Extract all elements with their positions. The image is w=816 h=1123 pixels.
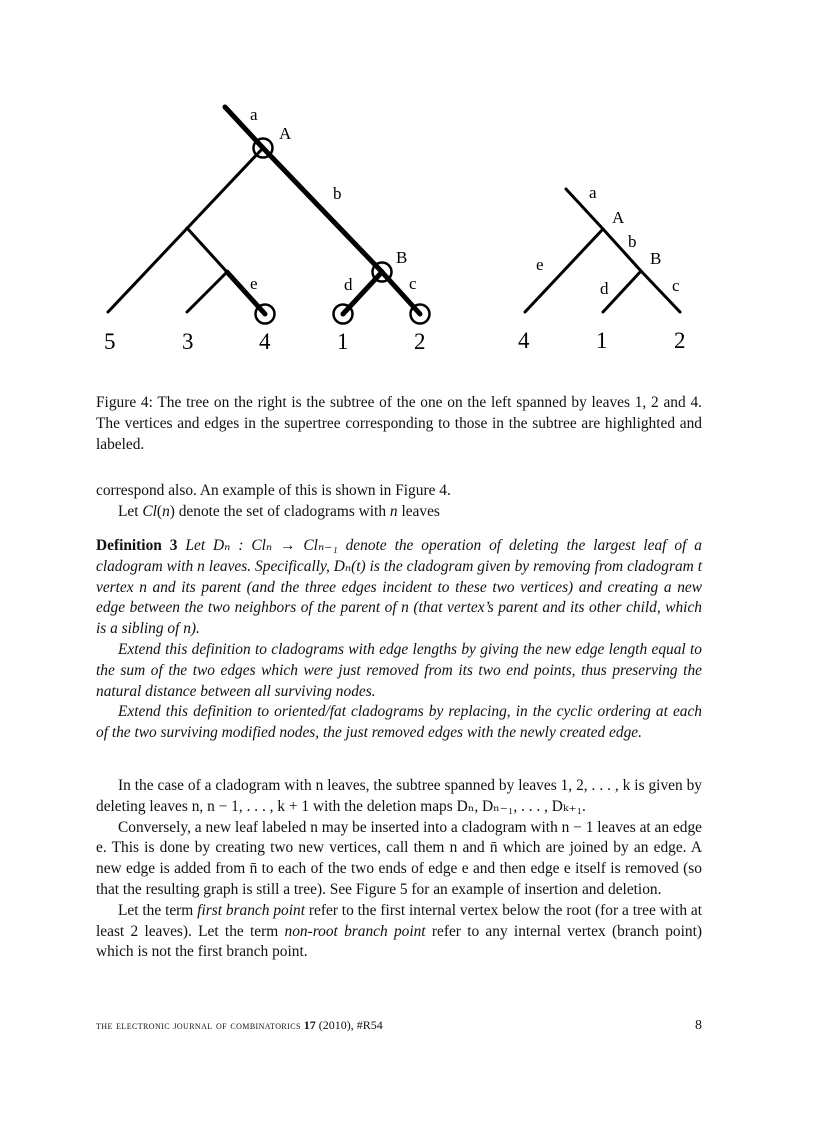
text: ( [156,502,163,520]
left-tree [108,107,430,324]
left-label-d: d [344,275,353,294]
footer-rest: (2010), #R54 [318,1018,383,1032]
left-leaf-4: 4 [259,329,271,354]
left-label-e: e [250,274,258,293]
text: Let the term [118,901,194,919]
paragraph: correspond also. An example of this is shown in Figure 4. [96,482,451,499]
definition-paragraph: Extend this definition to cladograms with edge lengths by giving the new edge length equal to the sum of the two edges which were just removed from its two end points, thus preserving the natural distance between all surviving nodes. [96,640,702,700]
left-leaf-3: 3 [182,329,194,354]
left-label-B: B [396,248,408,267]
right-edge-d [603,271,641,312]
definition-heading: Definition 3 [96,537,178,554]
text: leaves [401,502,440,520]
definition-3 [96,536,702,744]
right-edge-a [566,189,603,229]
right-label-A: A [612,208,625,227]
left-leaf-1: 1 [337,329,349,354]
text: ) denote the set of cladograms with [169,502,387,520]
text: refer to any internal vertex (branch point) which is not the first branch point. [96,922,702,961]
edge-b [263,148,382,272]
left-leaf-5: 5 [104,329,116,354]
definition-paragraph [96,536,702,640]
footer-volume: 17 [303,1018,316,1032]
figure-4 [0,0,816,370]
left-tree-labels [104,105,426,354]
right-tree-labels [518,183,686,353]
text: refer to the first internal vertex below the root (for a tree with at least 2 leaves). Let the term [96,901,702,940]
math: Cl [142,502,157,520]
term: non-root branch point [284,922,426,940]
page-number: 8 [695,1018,702,1033]
paragraph: Conversely, a new leaf labeled n may be inserted into a cladogram with n − 1 leaves at an edge e. This is done by creating two new vertices, call them n and n̄ which are joined by an edge. A new edge is added from n̄ to each of the two ends of edge e and then edge e itself is removed (so that the resulting graph is still a tree). See Figure 5 for an example of insertion and deletion. [96,818,702,898]
left-label-b: b [333,184,342,203]
paragraph [96,502,702,523]
text: Let [118,502,139,520]
caption-label: Figure 4: [96,394,153,411]
left-leaf-2: 2 [414,329,426,354]
paragraph: In the case of a cladogram with n leaves, the subtree spanned by leaves 1, 2, . . . , k is given by deleting leaves n, n − 1, . . . , k + 1 with the deletion maps Dₙ, Dₙ₋₁, . . . , Dₖ₊₁. [96,777,702,815]
term: first branch point [197,901,305,919]
edge-to-leaf-3 [187,272,227,312]
right-label-d: d [600,279,609,298]
right-label-a: a [589,183,597,202]
right-leaf-4: 4 [518,328,530,353]
left-label-A: A [279,124,292,143]
right-label-b: b [628,232,637,251]
right-label-e: e [536,255,544,274]
paragraph [96,901,702,963]
caption-text: The tree on the right is the subtree of the one on the left spanned by leaves 1, 2 and 4. The vertices and edges in the supertree corresponding to those in the subtree are highlighted and labeled. [96,394,702,453]
body-text-2 [96,776,702,963]
right-label-c: c [672,276,680,295]
edge-inner [187,228,227,272]
right-label-B: B [650,249,662,268]
left-label-a: a [250,105,258,124]
figure-caption [96,393,702,455]
definition-text: Let Dₙ : Clₙ → Clₙ₋₁ denote the operation of deleting the largest leaf of a cladogram with n leaves. Specifically, Dₙ(t) is the cladogram given by removing from cladogram t vertex n and its parent (and the three edges incident to these two vertices) and creating a new edge between the two neighbors of the parent of n (that vertex’s parent and its other child, which is a sibling of n). [96,537,702,638]
right-leaf-2: 2 [674,328,686,353]
page-footer [96,1018,702,1033]
footer-journal: the electronic journal of combinatorics [96,1018,301,1032]
math: n [389,502,398,520]
body-text-1 [96,481,702,523]
left-label-c: c [409,274,417,293]
right-leaf-1: 1 [596,328,608,353]
definition-paragraph: Extend this definition to oriented/fat cladograms by replacing, in the cyclic ordering at each of the two surviving modified nodes, the just removed edges with the newly created edge. [96,703,702,742]
math: n [162,502,170,520]
